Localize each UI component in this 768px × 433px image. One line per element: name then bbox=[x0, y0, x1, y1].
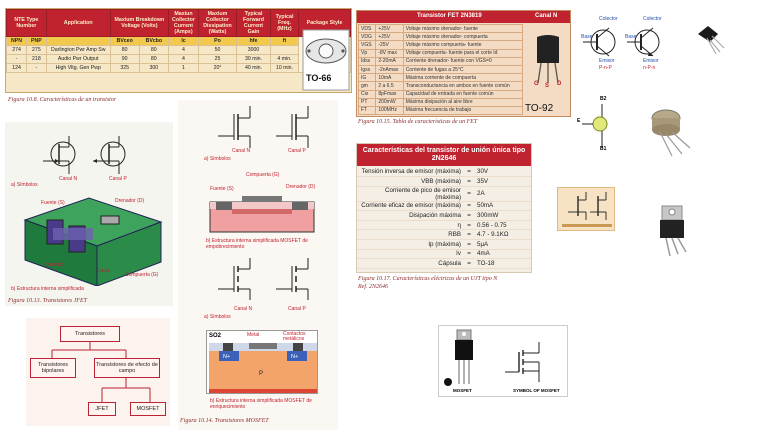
fet-param-value: -2nAmax bbox=[376, 65, 403, 73]
fet-param-value: 8pFmax bbox=[376, 90, 403, 98]
fet-param-symbol: VDG bbox=[359, 33, 376, 41]
ujt-param-name: Tensión inversa de emisor (máxima) bbox=[357, 167, 463, 177]
fet-row bbox=[359, 82, 523, 90]
jfet-label-drenador: Drenador (D) bbox=[115, 198, 145, 204]
fet-param-desc: Voltaje máximo drenador- fuente bbox=[403, 25, 522, 33]
jfet-canal-p: Canal P bbox=[109, 176, 127, 182]
mosfet-canal-n-2: Canal N bbox=[234, 306, 253, 312]
fet-param-symbol: Vp bbox=[359, 49, 376, 57]
fet-param-symbol: Igss bbox=[359, 65, 376, 73]
jfet-label-canal: Canal bbox=[97, 268, 111, 274]
ujt-row bbox=[357, 201, 531, 211]
hierarchy-mosfet: MOSFET bbox=[130, 402, 166, 416]
jfet-structure-label: b) Estructura interna simplificada bbox=[11, 286, 84, 292]
mosfet-depletion-structure bbox=[206, 192, 318, 234]
ujt-param-value: 30V bbox=[475, 167, 531, 177]
fet-param-value: +25V bbox=[376, 25, 403, 33]
mosfet-canal-p-1: Canal P bbox=[288, 148, 306, 154]
so2-label: SO2 bbox=[209, 333, 222, 339]
nte-col-current: Maxiun Collector Current (Amps) bbox=[169, 10, 199, 37]
fet-param-symbol: gm bbox=[359, 82, 376, 90]
ujt-param-eq: = bbox=[463, 186, 475, 201]
mosfet-symbols-2 bbox=[208, 256, 328, 302]
ujt-param-eq: = bbox=[463, 220, 475, 230]
npn-emitter-label: Emisor bbox=[599, 58, 615, 64]
ujt-param-value: 50mA bbox=[475, 201, 531, 211]
nte-subheader-row bbox=[7, 37, 351, 46]
pnp-emitter-label: Emisor bbox=[643, 58, 659, 64]
jfet-symbols bbox=[35, 132, 145, 182]
nte-sub-blank bbox=[46, 37, 110, 46]
nte-sub-npn: NPN bbox=[7, 37, 27, 46]
nte-sub-pnp: PNP bbox=[27, 37, 47, 46]
jfet-symbols-label: a) Símbolos bbox=[11, 182, 38, 188]
ujt-param-name: η bbox=[357, 220, 463, 230]
pin-s-label: S bbox=[545, 83, 550, 89]
metal-can-transistor-photo bbox=[648, 106, 694, 160]
n-plus-right: N+ bbox=[291, 354, 299, 360]
fet-param-desc: Máxima corriente de compuerta bbox=[403, 74, 522, 82]
ujt-param-value: 2A bbox=[475, 186, 531, 201]
fet-param-symbol: Cis bbox=[359, 90, 376, 98]
fet-param-symbol: VGS bbox=[359, 41, 376, 49]
nte-col-dissipation: Maxium Collector Dissipation (Watts) bbox=[199, 10, 237, 37]
ujt-param-value: 5μA bbox=[475, 240, 531, 250]
to92-label: TO-92 bbox=[525, 103, 554, 114]
figure-10-15-caption: Figura 10.15. Tabla de características de un FET bbox=[358, 119, 478, 125]
fet-row bbox=[359, 57, 523, 65]
fet-row bbox=[359, 65, 523, 73]
pnp-collector-label: Colector bbox=[643, 16, 662, 22]
ujt-param-eq: = bbox=[463, 259, 475, 269]
ujt-param-table bbox=[357, 167, 531, 269]
nte-sub-bvcbo: BVcbo bbox=[139, 37, 168, 46]
ujt-param-name: Iv bbox=[357, 249, 463, 259]
fet-row bbox=[359, 33, 523, 41]
ujt-param-name: VBB (máxima) bbox=[357, 177, 463, 187]
ujt-param-name: Corriente de pico de emisor (máxima) bbox=[357, 186, 463, 201]
ujt-param-value: TO-18 bbox=[475, 259, 531, 269]
nte-transistor-table bbox=[5, 8, 352, 93]
mosfet-canal-p-2: Canal P bbox=[288, 306, 306, 312]
nte-row: 274 275 Darlington Pwr Amp Sw 80 80 4 50 3000 bbox=[7, 46, 351, 55]
figure-10-17-caption-ref: Ref. 2N2646 bbox=[358, 284, 388, 290]
ujt-param-name: Ip (máxima) bbox=[357, 240, 463, 250]
nte-sub-bvceo: BVceo bbox=[110, 37, 139, 46]
mosfet-enhancement-structure bbox=[206, 330, 318, 394]
jfet-label-compuerta: Compuerta (G) bbox=[125, 272, 159, 278]
ujt-row bbox=[357, 249, 531, 259]
nte-col-breakdown: Maxium Breakdown Voltage (Volts) bbox=[110, 10, 168, 37]
hierarchy-bipolar: Transistores bipolares bbox=[30, 358, 76, 378]
jfet-mini-diagram bbox=[557, 187, 615, 231]
ujt-param-eq: = bbox=[463, 211, 475, 221]
ujt-row bbox=[357, 177, 531, 187]
to220-transistor-photo bbox=[654, 204, 694, 258]
fet-row bbox=[359, 106, 523, 114]
nte-sub-ft: ft bbox=[271, 37, 299, 46]
ujt-2n2646-table bbox=[356, 143, 532, 273]
fet-param-symbol: Idss bbox=[359, 57, 376, 65]
nte-row: - 218 Audio Pwr Output 90 80 4 25 30 min. 4 min. bbox=[7, 55, 351, 64]
mosfet-label-fuente: Fuente (S) bbox=[210, 186, 234, 192]
nte-sub-ic: Ic bbox=[169, 37, 199, 46]
ujt-param-eq: = bbox=[463, 177, 475, 187]
to92-package-drawing bbox=[527, 33, 569, 97]
nte-col-package: Package Style bbox=[299, 10, 351, 37]
pin-g-label: G bbox=[534, 81, 539, 87]
fet-param-value: +25V bbox=[376, 33, 403, 41]
nte-row: 124 - High Vltg. Gen Pwp 325 300 1 20° 40 min. 10 min. bbox=[7, 64, 351, 73]
npn-type-label: P-n-P bbox=[599, 65, 612, 71]
nte-col-application: Application bbox=[46, 10, 110, 37]
fet-param-desc: Voltaje máximo compuerta- fuente bbox=[403, 41, 522, 49]
fet-row bbox=[359, 25, 523, 33]
mosfet-photo-and-symbol bbox=[438, 325, 568, 397]
fet-row bbox=[359, 90, 523, 98]
mosfet-label-drenador: Drenador (D) bbox=[286, 184, 316, 190]
to92-transistor-photo bbox=[694, 24, 726, 56]
ujt-title: Características del transistor de unión única tipo 2N2646 bbox=[357, 144, 531, 166]
to66-package-drawing bbox=[302, 29, 350, 91]
ujt-param-value: 0.56 - 0.75 bbox=[475, 220, 531, 230]
nte-col-gain: Typical Forward Current Gain bbox=[237, 10, 271, 37]
ujt-row bbox=[357, 230, 531, 240]
fet-param-symbol: VDS bbox=[359, 25, 376, 33]
jfet-canal-n: Canal N bbox=[59, 176, 78, 182]
fet-param-symbol: PT bbox=[359, 98, 376, 106]
jfet-label-sustrato: Sustrato bbox=[45, 262, 64, 268]
ujt-b2-label: B2 bbox=[600, 96, 607, 102]
mosfet-panel bbox=[178, 100, 338, 430]
fet-param-value: 200mW bbox=[376, 98, 403, 106]
fet-param-value: -8V max bbox=[376, 49, 403, 57]
bjt-symbols bbox=[579, 12, 671, 74]
pnp-base-label: Base bbox=[625, 34, 637, 40]
fet-param-value: 10mA bbox=[376, 74, 403, 82]
mosfet-symbol-label: SYMBOL OF MOSFET bbox=[513, 388, 560, 393]
ujt-param-eq: = bbox=[463, 249, 475, 259]
ujt-param-eq: = bbox=[463, 240, 475, 250]
mosfet-photo-label: MOSFET bbox=[453, 388, 472, 393]
fet-param-desc: Corriente drenador- fuente con VGS=0 bbox=[403, 57, 522, 65]
ujt-param-value: 4mA bbox=[475, 249, 531, 259]
ujt-e-label: E bbox=[577, 118, 581, 124]
fet-2n3819-table bbox=[356, 10, 571, 117]
ujt-param-name: Corriente eficaz de emisor (máxima) bbox=[357, 201, 463, 211]
figure-10-13-caption: Figura 10.13. Transistores JFET bbox=[8, 298, 87, 304]
mosfet-symbols-label-2: a) Símbolos bbox=[204, 314, 231, 320]
fet-param-value: 100MHz bbox=[376, 106, 403, 114]
mosfet-label-compuerta: Compuerta (G) bbox=[246, 172, 280, 178]
fet-title: Transistor FET 2N3819 bbox=[417, 13, 482, 19]
ujt-param-value: 300mW bbox=[475, 211, 531, 221]
fet-param-symbol: FT bbox=[359, 106, 376, 114]
hierarchy-jfet: JFET bbox=[88, 402, 116, 416]
fet-param-table bbox=[358, 24, 523, 115]
fet-param-desc: Voltaje compuerta- fuente para el corte Id bbox=[403, 49, 522, 57]
ujt-row bbox=[357, 220, 531, 230]
hierarchy-field-effect: Transistores de efecto de campo bbox=[94, 358, 160, 378]
ujt-param-eq: = bbox=[463, 201, 475, 211]
figure-10-17-caption: Figura 10.17. Características eléctricas de un UJT tipo N bbox=[358, 276, 498, 282]
ujt-param-name: Cápsula bbox=[357, 259, 463, 269]
fet-param-value: -25V bbox=[376, 41, 403, 49]
ujt-row bbox=[357, 240, 531, 250]
pin-d-label: D bbox=[557, 81, 562, 87]
npn-collector-label: Colector bbox=[599, 16, 618, 22]
mosfet-enhancement-label: b) Estructura interna simplificada MOSFET de enriquecimiento bbox=[210, 398, 312, 410]
ujt-row bbox=[357, 259, 531, 269]
jfet-label-fuente: Fuente (S) bbox=[41, 200, 65, 206]
pnp-type-label: n-P-n bbox=[643, 65, 656, 71]
ujt-param-eq: = bbox=[463, 230, 475, 240]
contacts-label: Contactos metálicos bbox=[283, 331, 306, 342]
figure-10-14-caption: Figura 10.14. Transistores MOSFET bbox=[180, 418, 269, 424]
n-plus-left: N+ bbox=[223, 354, 231, 360]
fet-param-desc: Transconductancia en ambos en fuente común bbox=[403, 82, 522, 90]
mosfet-symbols-1 bbox=[208, 104, 328, 150]
mosfet-depletion-label: b) Estructura interna simplificada MOSFET de empobrecimiento bbox=[206, 238, 308, 250]
npn-base-label: Base bbox=[581, 34, 593, 40]
fet-row bbox=[359, 74, 523, 82]
ujt-row bbox=[357, 186, 531, 201]
fet-param-desc: Corriente de fugas a 25°C bbox=[403, 65, 522, 73]
p-substrate-label: P bbox=[259, 371, 264, 377]
ujt-symbol bbox=[576, 96, 616, 154]
nte-col-type: NTE Type Number bbox=[7, 10, 47, 37]
ujt-row bbox=[357, 167, 531, 177]
mosfet-symbols-label-1: a) Símbolos bbox=[204, 156, 231, 162]
fet-param-value: 2 a 6.5 bbox=[376, 82, 403, 90]
fet-param-value: 2-20mA bbox=[376, 57, 403, 65]
ujt-row bbox=[357, 211, 531, 221]
fet-param-desc: Máxima frecuencia de trabajo bbox=[403, 106, 522, 114]
fet-channel: Canal N bbox=[535, 13, 558, 19]
fet-param-desc: Máxima disipación al aire libre bbox=[403, 98, 522, 106]
nte-sub-pd: Po bbox=[199, 37, 237, 46]
to66-label: TO-66 bbox=[306, 73, 332, 83]
jfet-panel bbox=[5, 122, 173, 306]
ujt-param-eq: = bbox=[463, 167, 475, 177]
hierarchy-root: Transistores bbox=[60, 326, 120, 342]
fet-param-symbol: IG bbox=[359, 74, 376, 82]
transistor-hierarchy bbox=[26, 318, 170, 426]
ujt-param-name: RBB bbox=[357, 230, 463, 240]
fet-row bbox=[359, 98, 523, 106]
figure-10-8-caption: Figura 10.8. Características de un transistor bbox=[8, 97, 117, 103]
ujt-param-value: 4.7 - 9.1KΩ bbox=[475, 230, 531, 240]
ujt-param-name: Disipación máxima bbox=[357, 211, 463, 221]
metal-label: Metal bbox=[247, 332, 260, 338]
fet-row bbox=[359, 49, 523, 57]
mosfet-canal-n-1: Canal N bbox=[232, 148, 251, 154]
fet-param-desc: Voltaje máximo drenador- compuerta bbox=[403, 33, 522, 41]
nte-col-freq: Typical Freq. (MHz) bbox=[271, 10, 299, 37]
fet-row bbox=[359, 41, 523, 49]
fet-param-desc: Capacidad de entrada en fuente común bbox=[403, 90, 522, 98]
nte-sub-hfe: hfe bbox=[237, 37, 271, 46]
ujt-param-value: 35V bbox=[475, 177, 531, 187]
ujt-b1-label: B1 bbox=[600, 146, 607, 152]
